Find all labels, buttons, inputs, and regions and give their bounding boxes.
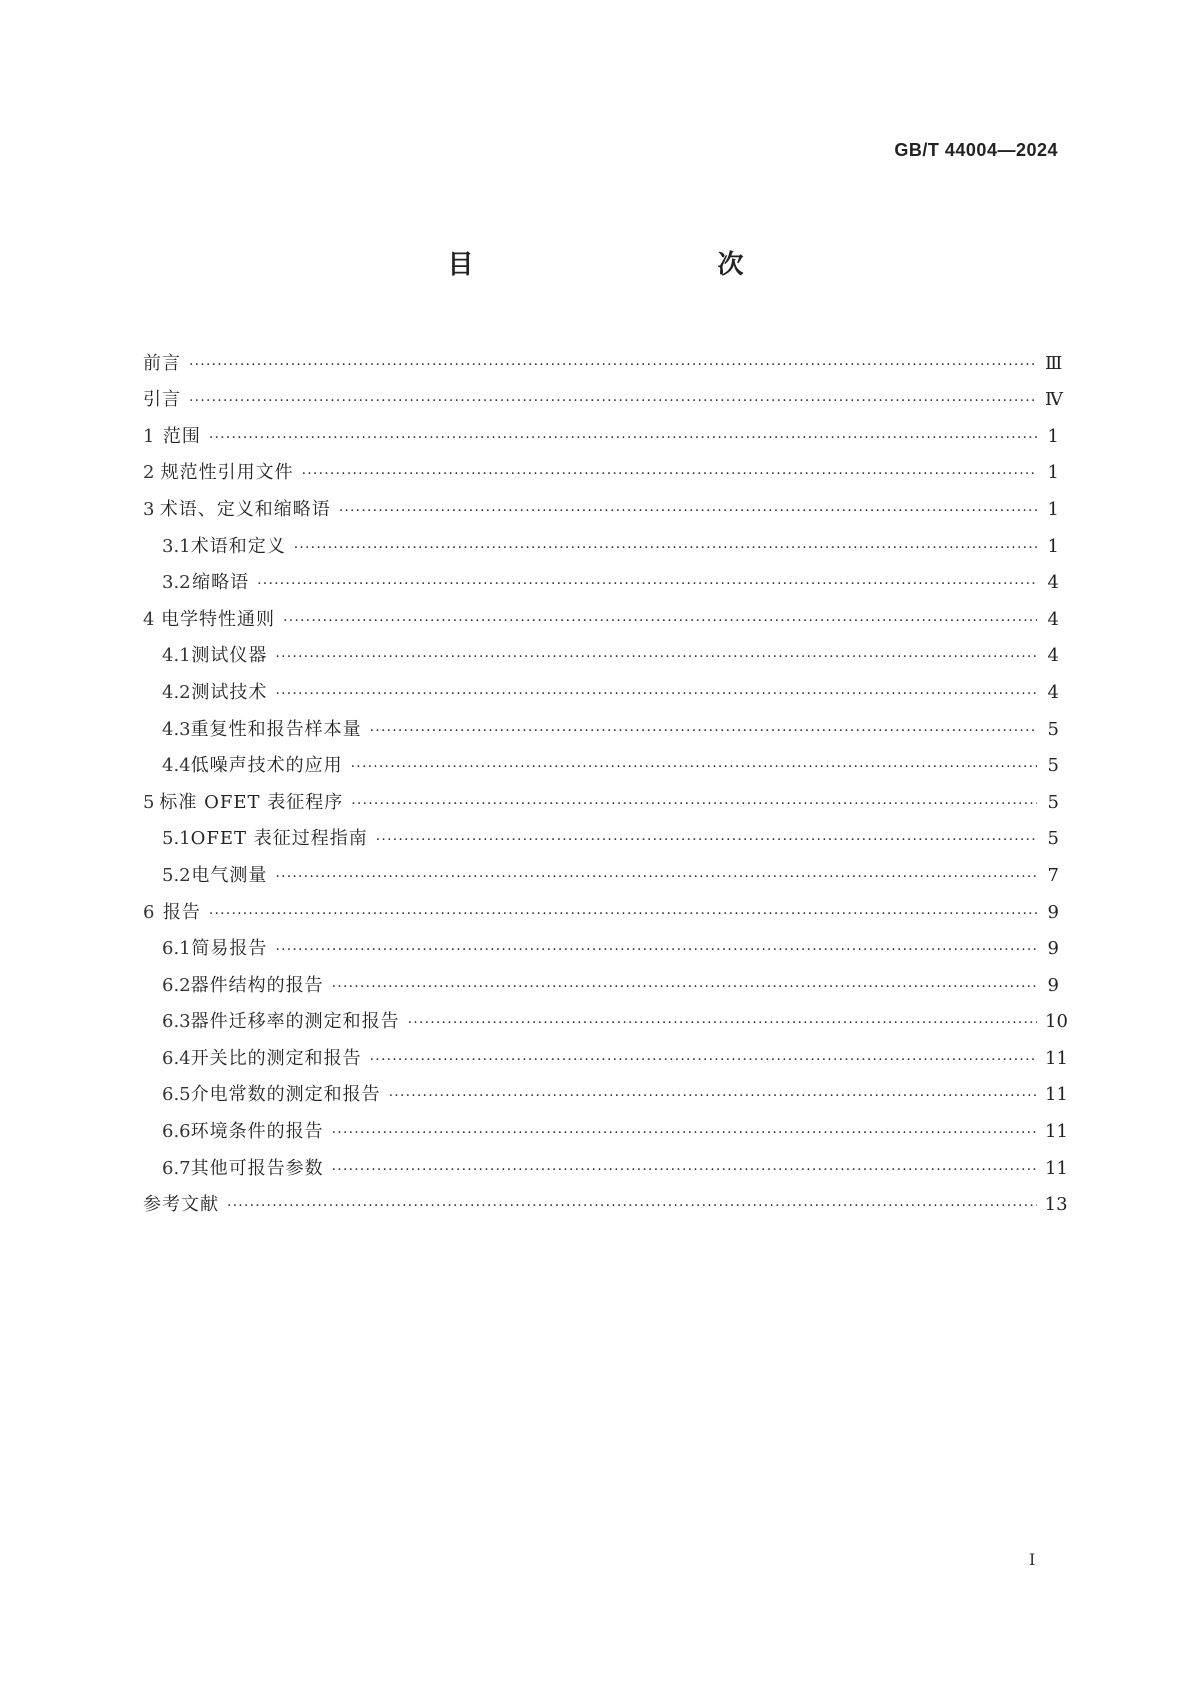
toc-entry-number: 3 [143, 498, 155, 520]
toc-entry-label: 范围 [162, 425, 201, 447]
toc-entry-page: 11 [1045, 1157, 1068, 1179]
toc-entry[interactable] [143, 448, 1059, 485]
toc-entry-number: 6.2 [162, 974, 191, 996]
toc-entry-number: 4.3 [162, 718, 191, 740]
toc-entry[interactable] [143, 741, 1059, 778]
toc-entry-label: 术语和定义 [190, 535, 286, 557]
toc-entry-page: 4 [1047, 681, 1059, 703]
toc-entry-label: 介电常数的测定和报告 [190, 1084, 381, 1106]
toc-dot-leader [283, 611, 1037, 631]
toc-dot-leader [275, 684, 1037, 704]
toc-entry-number: 1 [143, 425, 155, 447]
toc-dot-leader [189, 391, 1037, 411]
toc-entry-number: 5.2 [162, 864, 191, 886]
toc-dot-leader [376, 830, 1037, 850]
toc-entry-label: 引言 [143, 389, 181, 411]
toc-entry-page: 7 [1047, 864, 1059, 886]
toc-entry[interactable] [143, 997, 1068, 1034]
toc-entry-number: 4.4 [162, 755, 191, 777]
toc-dot-leader [189, 355, 1037, 375]
toc-entry-number: 6.7 [162, 1157, 191, 1179]
toc-dot-leader [209, 904, 1037, 924]
toc-entry-label: 低噪声技术的应用 [190, 755, 343, 777]
toc-entry-page: 1 [1047, 462, 1059, 484]
toc-entry[interactable] [143, 411, 1059, 448]
toc-entry-label: 重复性和报告样本量 [190, 718, 362, 740]
toc-dot-leader [370, 1050, 1037, 1070]
toc-entry-label: 参考文献 [143, 1194, 219, 1216]
toc-entry-page: 1 [1047, 425, 1059, 447]
toc-entry-page: 11 [1045, 1084, 1068, 1106]
toc-entry-page: 4 [1047, 608, 1059, 630]
toc-entry-page: 9 [1047, 938, 1059, 960]
toc-dot-leader [275, 940, 1037, 960]
toc-entry-number: 2 [143, 462, 155, 484]
toc-entry-number: 3.2 [162, 572, 191, 594]
toc-entry-number: 5 [143, 791, 155, 813]
toc-entry-number: 3.1 [162, 535, 191, 557]
toc-entry[interactable] [143, 1180, 1068, 1217]
toc-entry-label: 前言 [143, 352, 181, 374]
toc-dot-leader [370, 721, 1037, 741]
toc-entry[interactable] [143, 850, 1059, 887]
toc-entry[interactable] [143, 1106, 1068, 1143]
toc-entry[interactable] [143, 667, 1059, 704]
toc-dot-leader [275, 647, 1037, 667]
page-folio: Ⅰ [1029, 1550, 1036, 1569]
toc-entry[interactable] [143, 1143, 1068, 1180]
table-of-contents [143, 338, 1068, 1216]
toc-entry-label: 规范性引用文件 [160, 462, 294, 484]
toc-entry-page: 11 [1045, 1047, 1068, 1069]
toc-entry-label: 标准 OFET 表征程序 [159, 791, 344, 813]
toc-entry-page: 1 [1047, 498, 1059, 520]
toc-entry[interactable] [143, 924, 1059, 961]
toc-entry[interactable] [143, 960, 1059, 997]
toc-entry-label: 环境条件的报告 [190, 1121, 324, 1143]
toc-entry-number: 4 [143, 608, 155, 630]
toc-entry[interactable] [143, 777, 1059, 814]
toc-dot-leader [227, 1196, 1037, 1216]
toc-entry-number: 4.2 [162, 681, 191, 703]
toc-title: 目 次 [447, 250, 808, 280]
toc-dot-leader [351, 757, 1037, 777]
toc-entry-label: 电气测量 [191, 864, 268, 886]
toc-dot-leader [332, 977, 1037, 997]
toc-entry-page: Ⅳ [1045, 389, 1063, 411]
toc-dot-leader [275, 867, 1037, 887]
toc-entry-page: 13 [1044, 1194, 1068, 1216]
toc-entry-label: 简易报告 [191, 938, 268, 960]
toc-entry-number: 6.1 [162, 938, 191, 960]
toc-entry-label: OFET 表征过程指南 [190, 828, 368, 850]
toc-entry-page: 5 [1047, 755, 1059, 777]
toc-entry[interactable] [143, 1033, 1068, 1070]
toc-entry-page: 4 [1047, 572, 1059, 594]
toc-entry-label: 其他可报告参数 [190, 1157, 324, 1179]
toc-entry[interactable] [143, 704, 1059, 741]
toc-entry[interactable] [143, 887, 1059, 924]
toc-entry[interactable] [143, 631, 1059, 668]
toc-entry-number: 6.5 [162, 1084, 191, 1106]
toc-entry-label: 缩略语 [192, 572, 250, 594]
toc-entry-number: 6.6 [162, 1121, 191, 1143]
toc-dot-leader [408, 1013, 1037, 1033]
toc-dot-leader [257, 574, 1037, 594]
toc-entry-number: 5.1 [162, 828, 191, 850]
toc-entry-page: 1 [1047, 535, 1059, 557]
toc-entry-page: 9 [1047, 974, 1059, 996]
toc-entry-page: Ⅲ [1045, 352, 1063, 374]
toc-dot-leader [209, 428, 1037, 448]
toc-entry-page: 11 [1045, 1121, 1068, 1143]
toc-entry[interactable] [143, 338, 1063, 375]
toc-entry[interactable] [143, 484, 1059, 521]
toc-entry-number: 6 [143, 901, 155, 923]
toc-entry[interactable] [143, 1070, 1068, 1107]
toc-entry[interactable] [143, 375, 1063, 412]
toc-entry-number: 6.3 [162, 1011, 191, 1033]
toc-entry-label: 器件结构的报告 [190, 974, 324, 996]
toc-dot-leader [332, 1160, 1037, 1180]
toc-entry-label: 术语、定义和缩略语 [159, 498, 331, 520]
toc-dot-leader [339, 501, 1037, 521]
toc-dot-leader [332, 1123, 1037, 1143]
toc-entry-label: 测试技术 [191, 681, 268, 703]
toc-entry-label: 器件迁移率的测定和报告 [190, 1011, 400, 1033]
toc-entry-page: 5 [1047, 828, 1059, 850]
toc-entry-label: 电学特性通则 [161, 608, 276, 630]
toc-entry-number: 6.4 [162, 1047, 191, 1069]
toc-entry-label: 测试仪器 [191, 645, 268, 667]
standard-code: GB/T 44004—2024 [894, 140, 1058, 160]
toc-entry[interactable] [143, 558, 1059, 595]
toc-entry-label: 报告 [162, 901, 201, 923]
toc-entry-page: 5 [1047, 718, 1059, 740]
toc-entry-page: 5 [1047, 791, 1059, 813]
toc-entry[interactable] [143, 594, 1059, 631]
toc-entry-page: 4 [1047, 645, 1059, 667]
toc-entry-label: 开关比的测定和报告 [190, 1047, 362, 1069]
toc-entry-page: 9 [1047, 901, 1059, 923]
toc-dot-leader [389, 1086, 1037, 1106]
toc-dot-leader [302, 464, 1037, 484]
toc-entry[interactable] [143, 521, 1059, 558]
toc-dot-leader [294, 538, 1037, 558]
toc-entry[interactable] [143, 814, 1059, 851]
toc-dot-leader [351, 794, 1037, 814]
toc-entry-number: 4.1 [162, 645, 191, 667]
toc-entry-page: 10 [1045, 1011, 1068, 1033]
